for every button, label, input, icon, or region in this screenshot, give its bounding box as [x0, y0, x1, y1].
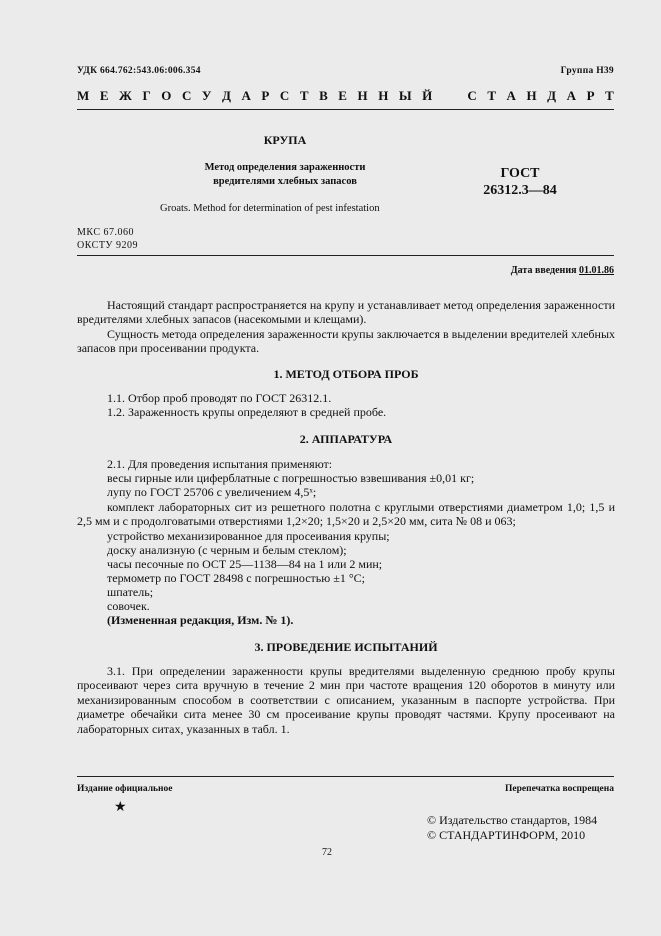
banner-letter: А [241, 88, 251, 103]
banner-letter: Н [378, 88, 389, 103]
equipment-item: устройство механизированное для просеивания крупы; [107, 529, 390, 543]
gost-label: ГОСТ [500, 166, 540, 181]
banner-letter: С [279, 88, 290, 103]
footer-rule [77, 776, 614, 777]
banner-letter: Ы [398, 88, 412, 103]
banner-letter: Т [605, 88, 614, 103]
banner-letter: О [161, 88, 172, 103]
page-number: 72 [322, 847, 332, 858]
banner-letter: Р [586, 88, 595, 103]
equipment-item: термометр по ГОСТ 28498 с погрешностью ±1 °С; [107, 571, 365, 585]
udk-code: УДК 664.762:543.06:006.354 [77, 66, 201, 76]
section-2-intro: 2.1. Для проведения испытания применяют: [107, 457, 333, 471]
banner-letter: Д [221, 88, 231, 103]
banner-letter: Т [487, 88, 496, 103]
reprint-prohibited: Перепечатка воспрещена [504, 784, 614, 794]
english-title: Groats. Method for determination of pest infestation [160, 203, 380, 214]
equipment-item: часы песочные по ОСТ 25—1138—84 на 1 или 2 мин; [107, 557, 383, 571]
banner-letter: У [201, 88, 212, 103]
banner-letter: Й [422, 88, 433, 103]
banner-letter: В [319, 88, 328, 103]
banner-letter: Т [299, 88, 309, 103]
equipment-item: совочек. [107, 599, 150, 613]
banner-letter: А [506, 88, 516, 103]
mks-code: МКС 67.060 [77, 227, 134, 238]
banner-letter: Е [338, 88, 347, 103]
banner-letter: Н [357, 88, 368, 103]
title-rule [77, 255, 614, 256]
banner-letter: Н [526, 88, 537, 103]
section-3-heading: 3. ПРОВЕДЕНИЕ ИСПЫТАНИЙ [254, 640, 438, 654]
okstu-code: ОКСТУ 9209 [77, 240, 139, 251]
intro-paragraph-1: Настоящий стандарт распространяется на крупу и устанавливает метод определения зараженности вредителями хлебных запасов (насекомыми и клещами). [77, 298, 615, 327]
banner-letter: Г [142, 88, 151, 103]
amendment-note: (Измененная редакция, Изм. № 1). [107, 613, 294, 627]
equipment-item: доску анализную (с черным и белым стеклом); [107, 543, 347, 557]
banner-letter: А [566, 88, 577, 103]
banner-letter [443, 88, 457, 104]
equipment-item: лупу по ГОСТ 25706 с увеличением 4,5ˣ; [107, 485, 317, 499]
equipment-item [77, 500, 615, 529]
intro-date [511, 265, 614, 276]
gost-number: 26312.3—84 [483, 183, 557, 198]
official-edition: Издание официальное [77, 784, 173, 794]
equipment-item: весы гирные или циферблатные с погрешностью взвешивания ±0,01 кг; [107, 471, 475, 485]
star-icon: ★ [114, 800, 127, 815]
banner-letter: Д [547, 88, 557, 103]
header-rule [77, 109, 614, 110]
interstate-standard-banner [77, 88, 614, 104]
intro-paragraph-2: Сущность метода определения зараженности крупы заключается в выделении вредителей хлебных запасов при просеивании продукта. [77, 326, 615, 356]
intro-text [77, 298, 615, 356]
banner-letter: Р [261, 88, 270, 103]
section-1-item-2: 1.2. Зараженность крупы определяют в средней пробе. [107, 405, 387, 419]
copyright-line-1: © Издательство стандартов, 1984 [427, 813, 598, 827]
section-1-item-1: 1.1. Отбор проб проводят по ГОСТ 26312.1. [107, 391, 332, 405]
banner-letter: М [77, 88, 90, 103]
section-2-heading: 2. АППАРАТУРА [299, 432, 393, 446]
section-3-paragraph-1: 3.1. При определении зараженности крупы вредителями выделенную среднюю пробу крупы просеивают через сита вручную в течение 2 мин при частоте вращения 120 оборотов в минуту или механизированным способом в соответствии с описанием, указанным в паспорте устройства. При диаметре обечайки сита менее 30 см просеивание крупы проводят частями. Крупу просеивают на лабораторных ситах, указанных в табл. 1. [77, 664, 615, 736]
banner-letter: Ж [119, 88, 132, 103]
banner-letter: Е [99, 88, 109, 103]
product-title: КРУПА [263, 133, 307, 147]
copyright-line-2: © СТАНДАРТИНФОРМ, 2010 [427, 828, 586, 842]
intro-date-label: Дата введения [510, 265, 577, 276]
method-title-line2: вредителями хлебных запасов [213, 176, 357, 187]
equipment-item: шпатель; [107, 585, 154, 599]
section-3-text [77, 664, 615, 736]
intro-date-value: 01.01.86 [579, 265, 614, 276]
equipment-item-sieves: комплект лабораторных сит из решетного полотна с круглыми отверстиями диаметром 1,0; 1,5 и 2,5 мм и с продолговатыми отверстиями 1,2×20; 1,5×20 и 2,5×20 мм, сита № 08 и 063; [77, 500, 615, 529]
group-code: Группа Н39 [560, 66, 614, 76]
section-1-heading: 1. МЕТОД ОТБОРА ПРОБ [273, 367, 419, 381]
banner-letter: С [467, 88, 477, 103]
banner-letter: С [181, 88, 192, 103]
method-title-line1: Метод определения зараженности [204, 162, 366, 173]
